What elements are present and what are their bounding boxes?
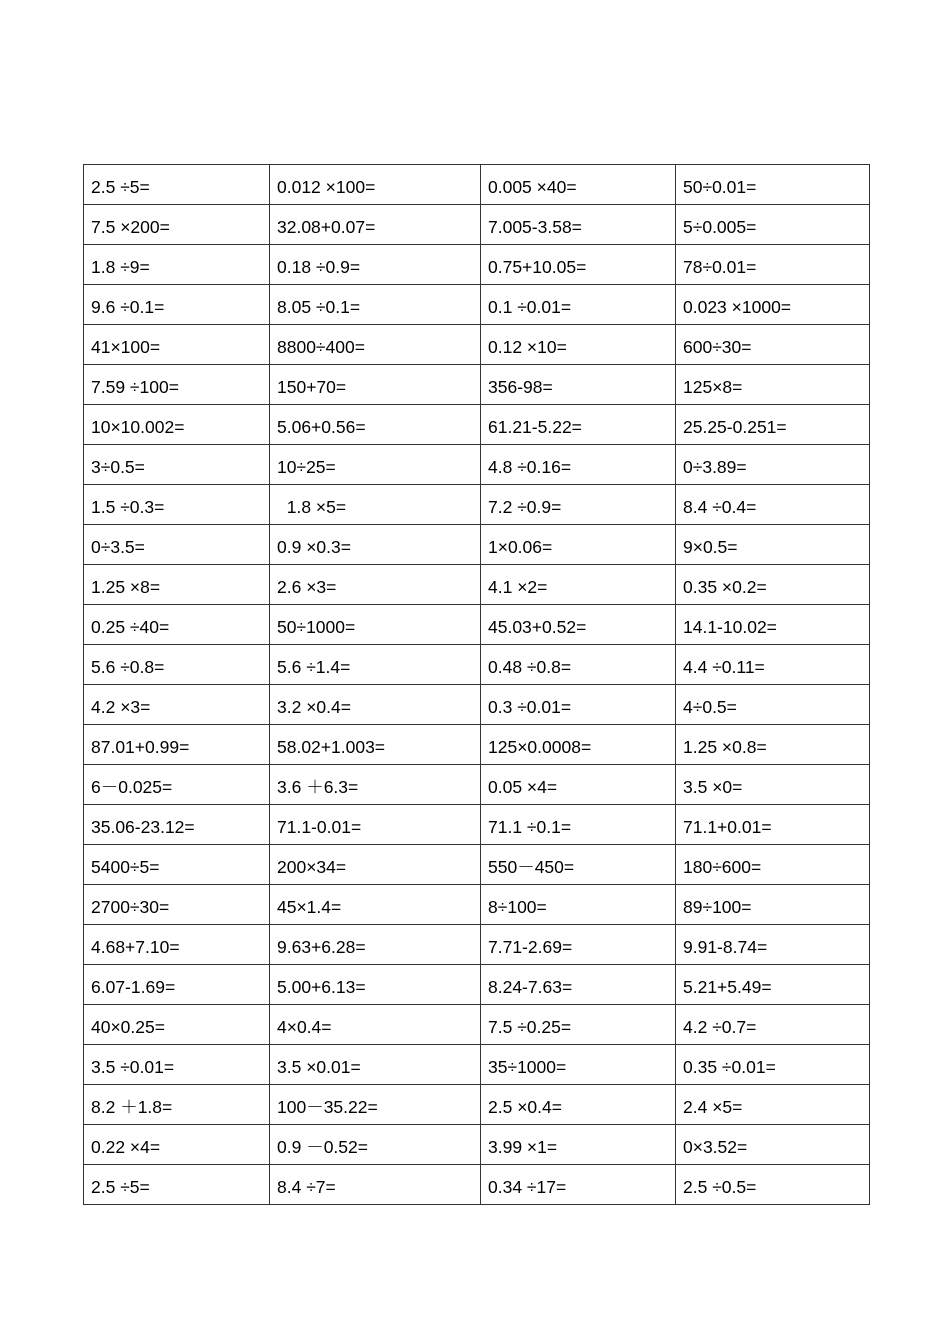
- problem-text: 8.4 ÷7=: [277, 1176, 336, 1197]
- table-row: [84, 565, 870, 605]
- problem-text: 0.34 ÷17=: [488, 1176, 567, 1197]
- problem-text: 356-98=: [488, 376, 553, 397]
- problem-text: 2.5 ÷5=: [91, 176, 150, 197]
- problem-cell: [84, 445, 270, 485]
- problem-text: 0.05 ×4=: [488, 776, 558, 797]
- problem-text: 7.2 ÷0.9=: [488, 496, 562, 517]
- problem-text: 5.21+5.49=: [683, 976, 772, 997]
- problem-text: 0.48 ÷0.8=: [488, 656, 572, 677]
- table-row: [84, 845, 870, 885]
- problem-text: 7.71-2.69=: [488, 936, 573, 957]
- table-row: [84, 1125, 870, 1165]
- problem-text: 71.1+0.01=: [683, 816, 772, 837]
- problem-cell: [84, 245, 270, 285]
- problem-text: 3÷0.5=: [91, 456, 145, 477]
- problem-text: 9.6 ÷0.1=: [91, 296, 165, 317]
- problem-cell: [270, 925, 481, 965]
- problem-cell: [676, 925, 870, 965]
- problem-cell: [481, 965, 676, 1005]
- problem-cell: [270, 165, 481, 205]
- table-row: [84, 685, 870, 725]
- problem-cell: [676, 485, 870, 525]
- problem-text: 2.5 ÷5=: [91, 1176, 150, 1197]
- problem-text: 100－35.22=: [277, 1096, 378, 1117]
- problem-cell: [84, 485, 270, 525]
- table-row: [84, 1005, 870, 1045]
- problem-cell: [84, 1085, 270, 1125]
- table-row: [84, 365, 870, 405]
- problem-text: 8.4 ÷0.4=: [683, 496, 757, 517]
- problem-cell: [84, 565, 270, 605]
- problem-text: 10÷25=: [277, 456, 336, 477]
- problem-text: 1×0.06=: [488, 536, 553, 557]
- problem-cell: [481, 165, 676, 205]
- problem-cell: [84, 405, 270, 445]
- problem-text: 6－0.025=: [91, 776, 173, 797]
- problem-text: 3.99 ×1=: [488, 1136, 558, 1157]
- problem-cell: [481, 885, 676, 925]
- problem-text: 4×0.4=: [277, 1016, 332, 1037]
- problem-text: 9.63+6.28=: [277, 936, 366, 957]
- problem-text: 8800÷400=: [277, 336, 365, 357]
- problem-cell: [270, 1045, 481, 1085]
- problem-cell: [676, 525, 870, 565]
- problem-cell: [270, 605, 481, 645]
- problem-cell: [481, 525, 676, 565]
- problem-text: 41×100=: [91, 336, 161, 357]
- problem-text: 3.2 ×0.4=: [277, 696, 351, 717]
- problem-text: 9.91-8.74=: [683, 936, 768, 957]
- problem-text: 8.2 ＋1.8=: [91, 1096, 173, 1117]
- problem-text: 40×0.25=: [91, 1016, 165, 1037]
- problem-cell: [270, 965, 481, 1005]
- problem-text: 25.25-0.251=: [683, 416, 787, 437]
- problem-cell: [481, 365, 676, 405]
- problem-cell: [481, 405, 676, 445]
- problem-text: 1.25 ×0.8=: [683, 736, 767, 757]
- problem-cell: [270, 685, 481, 725]
- problem-cell: [270, 1125, 481, 1165]
- problem-cell: [84, 285, 270, 325]
- problem-cell: [84, 925, 270, 965]
- problem-cell: [676, 165, 870, 205]
- problem-cell: [676, 805, 870, 845]
- problem-text: 0.18 ÷0.9=: [277, 256, 361, 277]
- problem-cell: [270, 325, 481, 365]
- problem-cell: [270, 405, 481, 445]
- problem-text: 5.6 ÷1.4=: [277, 656, 351, 677]
- problem-text: 3.5 ×0=: [683, 776, 743, 797]
- problem-cell: [676, 885, 870, 925]
- problem-text: 0.25 ÷40=: [91, 616, 170, 637]
- problem-cell: [270, 845, 481, 885]
- problem-cell: [270, 645, 481, 685]
- problem-text: 45.03+0.52=: [488, 616, 587, 637]
- problem-cell: [84, 365, 270, 405]
- problem-text: 50÷0.01=: [683, 176, 757, 197]
- problem-cell: [481, 805, 676, 845]
- problem-text: 4.1 ×2=: [488, 576, 548, 597]
- problem-text: 5.00+6.13=: [277, 976, 366, 997]
- problem-cell: [84, 845, 270, 885]
- problem-text: 4÷0.5=: [683, 696, 737, 717]
- problem-text: 200×34=: [277, 856, 347, 877]
- problem-text: 3.5 ÷0.01=: [91, 1056, 175, 1077]
- problem-cell: [270, 525, 481, 565]
- problem-cell: [84, 965, 270, 1005]
- problem-text: 35.06-23.12=: [91, 816, 195, 837]
- problem-text: 5.6 ÷0.8=: [91, 656, 165, 677]
- problem-cell: [84, 765, 270, 805]
- problem-text: 0.12 ×10=: [488, 336, 567, 357]
- problem-text: 14.1-10.02=: [683, 616, 777, 637]
- table-row: [84, 765, 870, 805]
- problem-cell: [676, 1045, 870, 1085]
- problem-cell: [481, 565, 676, 605]
- table-row: [84, 245, 870, 285]
- problem-cell: [676, 645, 870, 685]
- problem-cell: [84, 165, 270, 205]
- table-row: [84, 525, 870, 565]
- problem-text: 0.1 ÷0.01=: [488, 296, 572, 317]
- problem-text: 5÷0.005=: [683, 216, 757, 237]
- problem-cell: [676, 685, 870, 725]
- problem-text: 550－450=: [488, 856, 575, 877]
- table-row: [84, 445, 870, 485]
- problem-cell: [676, 365, 870, 405]
- problem-text: 1.8 ÷9=: [91, 256, 150, 277]
- problem-cell: [481, 925, 676, 965]
- problem-text: 0.023 ×1000=: [683, 296, 792, 317]
- problem-cell: [481, 645, 676, 685]
- table-row: [84, 325, 870, 365]
- problem-text: 7.005-3.58=: [488, 216, 582, 237]
- problem-cell: [84, 325, 270, 365]
- problem-text: 1.8 ×5=: [277, 496, 347, 517]
- problem-text: 35÷1000=: [488, 1056, 567, 1077]
- problem-cell: [84, 685, 270, 725]
- problem-cell: [270, 285, 481, 325]
- problem-cell: [676, 1165, 870, 1205]
- problem-cell: [676, 445, 870, 485]
- table-row: [84, 405, 870, 445]
- problem-cell: [84, 885, 270, 925]
- problem-text: 1.25 ×8=: [91, 576, 161, 597]
- problem-text: 0.22 ×4=: [91, 1136, 161, 1157]
- problem-cell: [676, 565, 870, 605]
- problem-cell: [270, 805, 481, 845]
- problem-text: 150+70=: [277, 376, 347, 397]
- problem-text: 0×3.52=: [683, 1136, 748, 1157]
- problem-text: 2.5 ÷0.5=: [683, 1176, 757, 1197]
- problem-cell: [481, 445, 676, 485]
- problem-cell: [270, 1165, 481, 1205]
- table-row: [84, 965, 870, 1005]
- problem-cell: [481, 845, 676, 885]
- problem-cell: [481, 1085, 676, 1125]
- problem-cell: [270, 1085, 481, 1125]
- problem-cell: [676, 245, 870, 285]
- problem-text: 7.59 ÷100=: [91, 376, 179, 397]
- problem-cell: [270, 445, 481, 485]
- problem-cell: [270, 205, 481, 245]
- problem-text: 600÷30=: [683, 336, 752, 357]
- problem-text: 4.68+7.10=: [91, 936, 180, 957]
- table-row: [84, 1045, 870, 1085]
- problem-cell: [84, 1125, 270, 1165]
- problem-cell: [84, 725, 270, 765]
- problem-cell: [676, 965, 870, 1005]
- problem-cell: [481, 1005, 676, 1045]
- problem-cell: [84, 645, 270, 685]
- problem-cell: [84, 605, 270, 645]
- problem-cell: [481, 205, 676, 245]
- problem-cell: [676, 205, 870, 245]
- problem-cell: [270, 725, 481, 765]
- problem-text: 1.5 ÷0.3=: [91, 496, 165, 517]
- worksheet-body: [84, 165, 870, 1205]
- problem-text: 9×0.5=: [683, 536, 738, 557]
- problem-cell: [84, 1045, 270, 1085]
- problem-cell: [481, 1165, 676, 1205]
- problem-text: 0÷3.5=: [91, 536, 145, 557]
- problem-cell: [676, 325, 870, 365]
- problem-cell: [270, 245, 481, 285]
- problem-text: 0.3 ÷0.01=: [488, 696, 572, 717]
- problem-text: 0÷3.89=: [683, 456, 747, 477]
- problem-text: 87.01+0.99=: [91, 736, 190, 757]
- problem-text: 0.9 －0.52=: [277, 1136, 368, 1157]
- problem-text: 0.012 ×100=: [277, 176, 376, 197]
- problem-cell: [481, 605, 676, 645]
- problem-text: 125×0.0008=: [488, 736, 592, 757]
- problem-text: 0.005 ×40=: [488, 176, 577, 197]
- problem-cell: [481, 285, 676, 325]
- problem-cell: [676, 1125, 870, 1165]
- problem-cell: [270, 565, 481, 605]
- problem-cell: [84, 805, 270, 845]
- problem-text: 0.35 ÷0.01=: [683, 1056, 776, 1077]
- problem-text: 180÷600=: [683, 856, 762, 877]
- problem-cell: [270, 365, 481, 405]
- problem-text: 5.06+0.56=: [277, 416, 366, 437]
- problem-cell: [481, 1045, 676, 1085]
- problem-cell: [270, 885, 481, 925]
- problem-text: 7.5 ÷0.25=: [488, 1016, 572, 1037]
- problem-text: 3.5 ×0.01=: [277, 1056, 361, 1077]
- problem-text: 45×1.4=: [277, 896, 342, 917]
- problem-cell: [676, 405, 870, 445]
- problem-text: 0.35 ×0.2=: [683, 576, 767, 597]
- problem-text: 8.05 ÷0.1=: [277, 296, 361, 317]
- table-row: [84, 925, 870, 965]
- table-row: [84, 725, 870, 765]
- table-row: [84, 485, 870, 525]
- problem-text: 4.8 ÷0.16=: [488, 456, 572, 477]
- table-row: [84, 1165, 870, 1205]
- problem-text: 0.9 ×0.3=: [277, 536, 351, 557]
- problem-text: 2.4 ×5=: [683, 1096, 743, 1117]
- problem-cell: [481, 485, 676, 525]
- problem-text: 5400÷5=: [91, 856, 160, 877]
- problem-text: 125×8=: [683, 376, 743, 397]
- problem-text: 50÷1000=: [277, 616, 356, 637]
- problem-text: 3.6 ＋6.3=: [277, 776, 359, 797]
- problem-text: 6.07-1.69=: [91, 976, 176, 997]
- problem-text: 89÷100=: [683, 896, 752, 917]
- problem-text: 10×10.002=: [91, 416, 185, 437]
- problem-cell: [676, 1005, 870, 1045]
- arithmetic-worksheet-table: [83, 164, 870, 1205]
- problem-text: 2.6 ×3=: [277, 576, 337, 597]
- problem-text: 7.5 ×200=: [91, 216, 170, 237]
- table-row: [84, 605, 870, 645]
- problem-cell: [481, 685, 676, 725]
- problem-text: 58.02+1.003=: [277, 736, 386, 757]
- problem-text: 4.2 ×3=: [91, 696, 151, 717]
- problem-cell: [676, 285, 870, 325]
- problem-cell: [481, 245, 676, 285]
- problem-text: 2.5 ×0.4=: [488, 1096, 562, 1117]
- problem-cell: [481, 1125, 676, 1165]
- problem-cell: [676, 605, 870, 645]
- problem-text: 61.21-5.22=: [488, 416, 582, 437]
- problem-cell: [481, 765, 676, 805]
- problem-text: 71.1 ÷0.1=: [488, 816, 572, 837]
- problem-text: 0.75+10.05=: [488, 256, 587, 277]
- table-row: [84, 285, 870, 325]
- problem-cell: [481, 325, 676, 365]
- problem-cell: [676, 765, 870, 805]
- problem-cell: [676, 725, 870, 765]
- table-row: [84, 165, 870, 205]
- problem-cell: [84, 525, 270, 565]
- problem-cell: [676, 1085, 870, 1125]
- problem-cell: [481, 725, 676, 765]
- problem-cell: [270, 1005, 481, 1045]
- problem-cell: [270, 485, 481, 525]
- table-row: [84, 1085, 870, 1125]
- table-row: [84, 805, 870, 845]
- problem-cell: [84, 1165, 270, 1205]
- problem-text: 8÷100=: [488, 896, 547, 917]
- problem-cell: [84, 1005, 270, 1045]
- problem-text: 78÷0.01=: [683, 256, 757, 277]
- problem-text: 8.24-7.63=: [488, 976, 573, 997]
- problem-text: 2700÷30=: [91, 896, 170, 917]
- problem-cell: [676, 845, 870, 885]
- problem-text: 32.08+0.07=: [277, 216, 376, 237]
- problem-text: 71.1-0.01=: [277, 816, 362, 837]
- problem-text: 4.4 ÷0.11=: [683, 656, 765, 677]
- problem-text: 4.2 ÷0.7=: [683, 1016, 757, 1037]
- problem-cell: [270, 765, 481, 805]
- table-row: [84, 645, 870, 685]
- problem-cell: [84, 205, 270, 245]
- table-row: [84, 885, 870, 925]
- table-row: [84, 205, 870, 245]
